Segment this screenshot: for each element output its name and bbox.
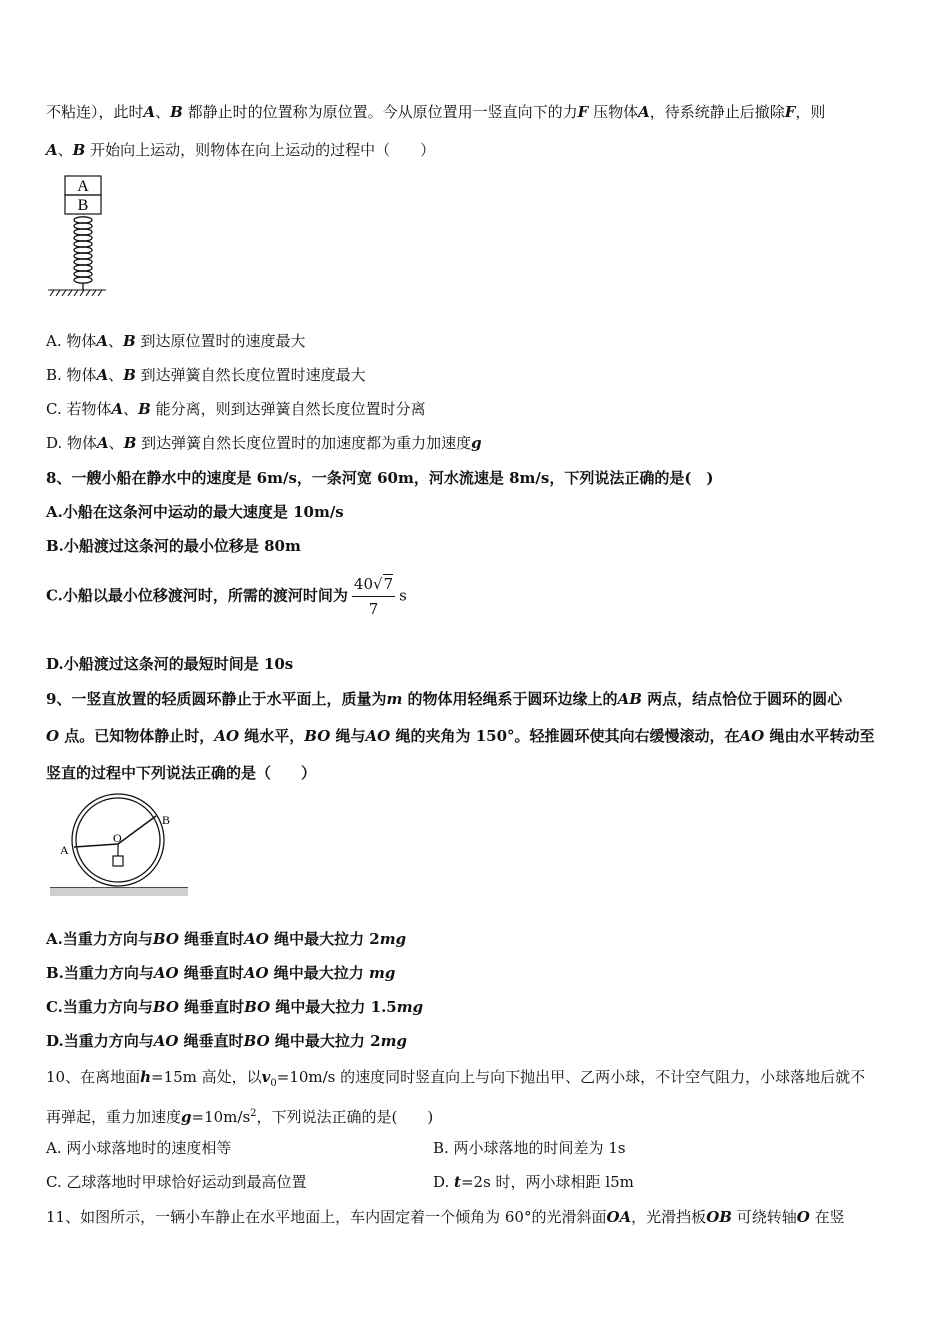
fraction-denominator: 7 [368,600,379,618]
option-sep: 、 [108,434,124,452]
q7-stem-line2 [46,140,906,160]
q10-option-c[interactable]: C. 乙球落地时甲球恰好运动到最高位置 [46,1173,307,1191]
q7-text: 压物体 [588,103,639,121]
q7-var-b: B [170,103,183,121]
q10-var: h [140,1068,151,1086]
unit: s [399,586,407,605]
option-var: B [123,366,136,384]
option-text: A.当重力方向与 [46,930,153,948]
q9-text: 绳由水平转动至 [764,727,875,745]
q10-text: =10m/s 的速度同时竖直向上与向下抛出甲、乙两小球，不计空气阻力，小球落地后就不 [276,1068,866,1086]
option-text: A. 物体 [46,332,97,350]
q7-var-a: A [143,103,156,121]
q10-text: ，下列说法正确的是( ) [256,1108,434,1126]
option-var: A [96,366,109,384]
q7-text: ，则 [795,103,826,121]
q8-stem: 8、一艘小船在静水中的速度是 6m/s，一条河宽 60m，河水流速是 8m/s，下列说法正确的是( ) [46,469,714,487]
q9-var: BO [304,727,331,745]
q10-subscript: 0 [270,1078,277,1089]
option-var: g [471,434,482,452]
option-var: B [123,332,136,350]
option-text: C.小船以最小位移渡河时，所需的渡河时间为 [46,586,348,605]
option-text: 到达原位置时的速度最大 [135,332,306,350]
option-text: 到达弹簧自然长度位置时的加速度都为重力加速度 [136,434,472,452]
q9-text: 两点，结点恰位于圆环的圆心 [641,690,843,708]
q7-sep: 、 [57,141,73,159]
option-var: BO [244,998,271,1016]
option-sep: 、 [123,400,139,418]
q7-var-f: F [784,103,796,121]
fraction [352,574,395,619]
q9-option-c[interactable] [46,997,906,1017]
option-text: 绳中最大拉力 2 [268,930,380,948]
q9-option-b[interactable] [46,963,906,983]
q9-stem-line3: 竖直的过程中下列说法正确的是（ ） [46,764,317,782]
q9-var: m [386,690,403,708]
q10-text: =10m/s [191,1108,251,1126]
q7-text: 不粘连），此时 [46,103,144,121]
q9-stem-line2 [46,726,906,746]
q10-var: g [181,1108,192,1126]
option-text: 绳垂直时 [178,1032,244,1050]
q9-var: AO [214,727,240,745]
option-text: D. [433,1173,455,1191]
option-var: A [97,434,109,452]
q10-var: v [261,1068,271,1086]
q11-text: 可绕转轴 [731,1208,797,1226]
option-var: A [111,400,124,418]
q9-stem-line1 [46,689,906,709]
q10-superscript: 2 [250,1108,257,1119]
q9-text: 9、一竖直放置的轻质圆环静止于水平面上，质量为 [46,690,387,708]
hanging-mass [113,856,123,866]
q10-option-b[interactable]: B. 两小球落地的时间差为 1s [433,1139,626,1157]
q7-stem-line1 [46,102,906,122]
option-sep: 、 [108,366,124,384]
option-var: BO [152,998,179,1016]
option-var: AO [153,1032,179,1050]
q7-option-d[interactable] [46,433,906,453]
option-var: AO [153,964,179,982]
q9-text: 绳与 [330,727,366,745]
option-var: B [123,434,137,452]
option-text: C.当重力方向与 [46,998,153,1016]
option-text: C. 若物体 [46,400,112,418]
spring-blocks-figure [44,172,114,298]
option-text: D.当重力方向与 [46,1032,154,1050]
string-bo [118,816,156,844]
option-text: 绳中最大拉力 1.5 [270,998,397,1016]
q11-var: O [796,1208,810,1226]
option-var: mg [379,930,407,948]
option-text: 到达弹簧自然长度位置时速度最大 [135,366,366,384]
q9-text: 绳水平， [239,727,305,745]
q9-var: O [46,727,60,745]
q7-var-f: F [577,103,589,121]
q7-text: 都静止时的位置称为原位置。今从原位置用一竖直向下的力 [182,103,578,121]
option-text: 绳中最大拉力 2 [269,1032,381,1050]
q11-var: OB [706,1208,732,1226]
q8-option-a[interactable]: A.小船在这条河中运动的最大速度是 10m/s [46,503,344,521]
q9-text: 绳的夹角为 150°。轻推圆环使其向右缓慢滚动，在 [390,727,740,745]
q10-text: =15m 高处，以 [151,1068,262,1086]
option-var: mg [369,964,396,982]
option-text: B. 物体 [46,366,97,384]
string-ao [74,844,118,847]
q11-var: OA [606,1208,632,1226]
q7-option-a[interactable] [46,331,906,351]
q9-text: 的物体用轻绳系于圆环边缘上的 [402,690,618,708]
option-text: B.当重力方向与 [46,964,154,982]
q9-option-a[interactable] [46,929,906,949]
block-a-label: A [77,178,89,195]
ground-fill [50,888,188,896]
q7-var-a: A [638,103,650,121]
q10-option-d[interactable] [433,1172,634,1192]
q10-stem-line1 [46,1067,906,1094]
q10-text: 再弹起，重力加速度 [46,1108,182,1126]
q8-option-d[interactable]: D.小船渡过这条河的最短时间是 10s [46,655,294,673]
q8-option-b[interactable]: B.小船渡过这条河的最小位移是 80m [46,537,301,555]
q9-var: AO [365,727,391,745]
q7-var-a: A [46,141,58,159]
option-sep: 、 [108,332,124,350]
q10-option-a[interactable]: A. 两小球落地时的速度相等 [46,1139,232,1157]
option-var: AO [244,930,269,948]
option-text: =2s 时，两小球相距 l5m [460,1173,634,1191]
q9-option-d[interactable] [46,1031,906,1051]
label-b: B [162,813,171,827]
q7-option-c[interactable] [46,399,906,419]
option-var: mg [380,1032,407,1050]
option-var: A [96,332,109,350]
option-var: t [454,1173,461,1191]
option-var: BO [243,1032,270,1050]
option-text: 绳垂直时 [178,930,245,948]
q10-stem-line2 [46,1104,906,1127]
spring-coil [74,217,92,290]
label-a: A [60,843,69,857]
option-var: mg [396,998,424,1016]
block-b-label: B [77,197,89,214]
option-text: 能分离，则到达弹簧自然长度位置时分离 [150,400,426,418]
q9-text: 点。已知物体静止时， [59,727,215,745]
option-text: 绳垂直时 [178,964,244,982]
label-o: O [113,831,122,845]
option-text: D. 物体 [46,434,98,452]
numerator-radicand: 7 [383,575,394,593]
q11-text: 11、如图所示，一辆小车静止在水平地面上，车内固定着一个倾角为 60°的光滑斜面 [46,1208,607,1226]
q9-var: AO [739,727,765,745]
q9-var: AB [617,690,642,708]
numerator-coef: 40 [353,575,373,593]
option-var: BO [152,930,179,948]
ring-figure [48,790,193,902]
q7-text: 开始向上运动，则物体在向上运动的过程中（ ） [85,141,436,159]
q11-text: ，光滑挡板 [631,1208,707,1226]
option-var: AO [243,964,269,982]
q7-option-b[interactable] [46,365,906,385]
q8-option-c[interactable] [46,574,906,619]
q11-text: 在竖 [809,1208,845,1226]
q7-var-b: B [72,141,86,159]
option-text: 绳中最大拉力 [268,964,370,982]
ground-hatch [48,290,106,296]
q7-text: ，待系统静止后撤除 [649,103,785,121]
option-var: B [138,400,151,418]
q11-stem-line1 [46,1207,906,1227]
q7-sep: 、 [155,103,171,121]
q10-text: 10、在离地面 [46,1068,141,1086]
option-text: 绳垂直时 [178,998,245,1016]
fraction-numerator: 40√7 [352,574,395,597]
